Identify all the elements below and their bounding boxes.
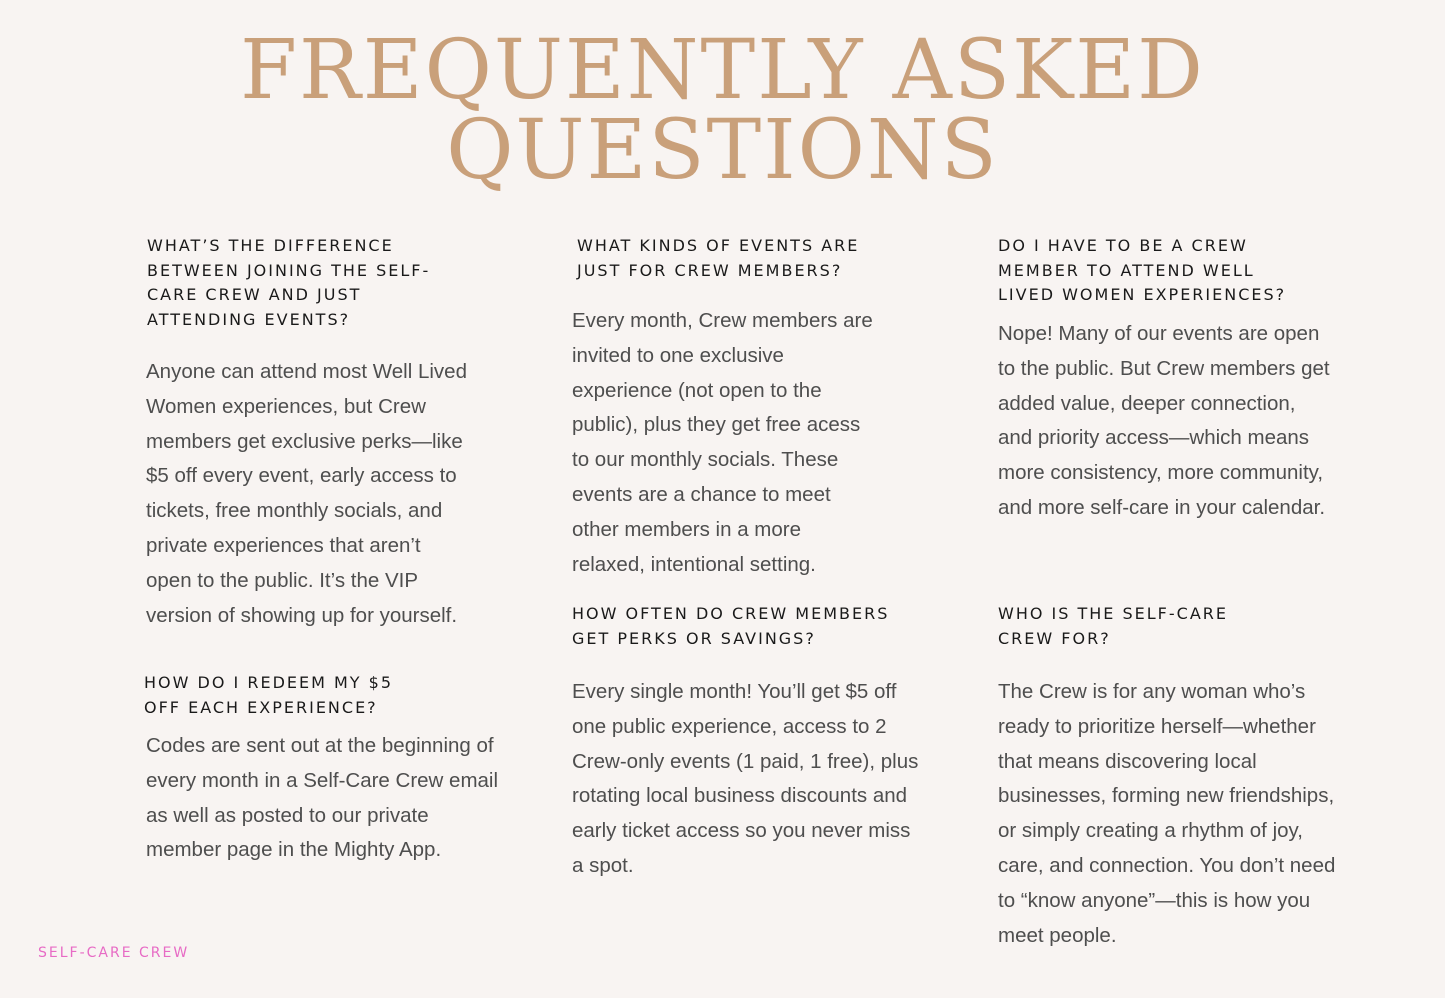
- faq-question: HOW OFTEN DO CREW MEMBERS GET PERKS OR SAVINGS?: [572, 604, 890, 648]
- faq-answer-block: [572, 675, 972, 884]
- page-title-line-1: FREQUENTLY ASKED: [240, 23, 1205, 118]
- faq-question: WHO IS THE SELF-CARE CREW FOR?: [998, 604, 1228, 648]
- faq-answer-block: [572, 304, 972, 582]
- faq-answer: Nope! Many of our events are open to the public. But Crew members get added value, deeper connection, and priority access—which means more consistency, more community, and more self-care in your calendar.: [998, 322, 1330, 519]
- faq-answer: Every single month! You’ll get $5 off one public experience, access to 2 Crew-only events (1 paid, 1 free), plus rotating local business discounts and early ticket access so you never miss a spot.: [572, 680, 919, 877]
- faq-question: WHAT KINDS OF EVENTS ARE JUST FOR CREW MEMBERS?: [577, 236, 860, 280]
- faq-answer: The Crew is for any woman who’s ready to prioritize herself—whether that means discovering local businesses, forming new friendships, or simply creating a rhythm of joy, care, and connection. You don’t need to “know anyone”—this is how you meet people.: [998, 680, 1336, 947]
- faq-question-block: [998, 602, 1418, 651]
- faq-answer-block: [998, 675, 1418, 953]
- faq-answer: Anyone can attend most Well Lived Women experiences, but Crew members get exclusive perks—like $5 off every event, early access to tickets, free monthly socials, and private experiences that aren’t open to the public. It’s the VIP version of showing up for yourself.: [146, 360, 467, 627]
- faq-answer-block: [146, 729, 546, 868]
- faq-question: HOW DO I REDEEM MY $5 OFF EACH EXPERIENCE?: [144, 673, 394, 717]
- faq-question: DO I HAVE TO BE A CREW MEMBER TO ATTEND WELL LIVED WOMEN EXPERIENCES?: [998, 236, 1287, 304]
- faq-answer: Every month, Crew members are invited to one exclusive experience (not open to the public), plus they get free acess to our monthly socials. These events are a chance to meet other members in a more relaxed, intentional setting.: [572, 309, 873, 576]
- faq-answer-block: [146, 355, 546, 633]
- page-title-line-2: QUESTIONS: [446, 103, 999, 198]
- faq-question-block: [998, 234, 1418, 308]
- faq-answer: Codes are sent out at the beginning of every month in a Self-Care Crew email as well as posted to our private member page in the Mighty App.: [146, 734, 499, 862]
- faq-answer-block: [998, 317, 1418, 526]
- footer-brand-label: SELF-CARE CREW: [38, 945, 190, 961]
- faq-question-block: [147, 234, 547, 332]
- faq-question-block: [144, 671, 544, 720]
- faq-question-block: [572, 602, 972, 651]
- faq-question-block: [577, 234, 977, 283]
- faq-question: WHAT’S THE DIFFERENCE BETWEEN JOINING THE SELF- CARE CREW AND JUST ATTENDING EVENTS?: [147, 236, 431, 329]
